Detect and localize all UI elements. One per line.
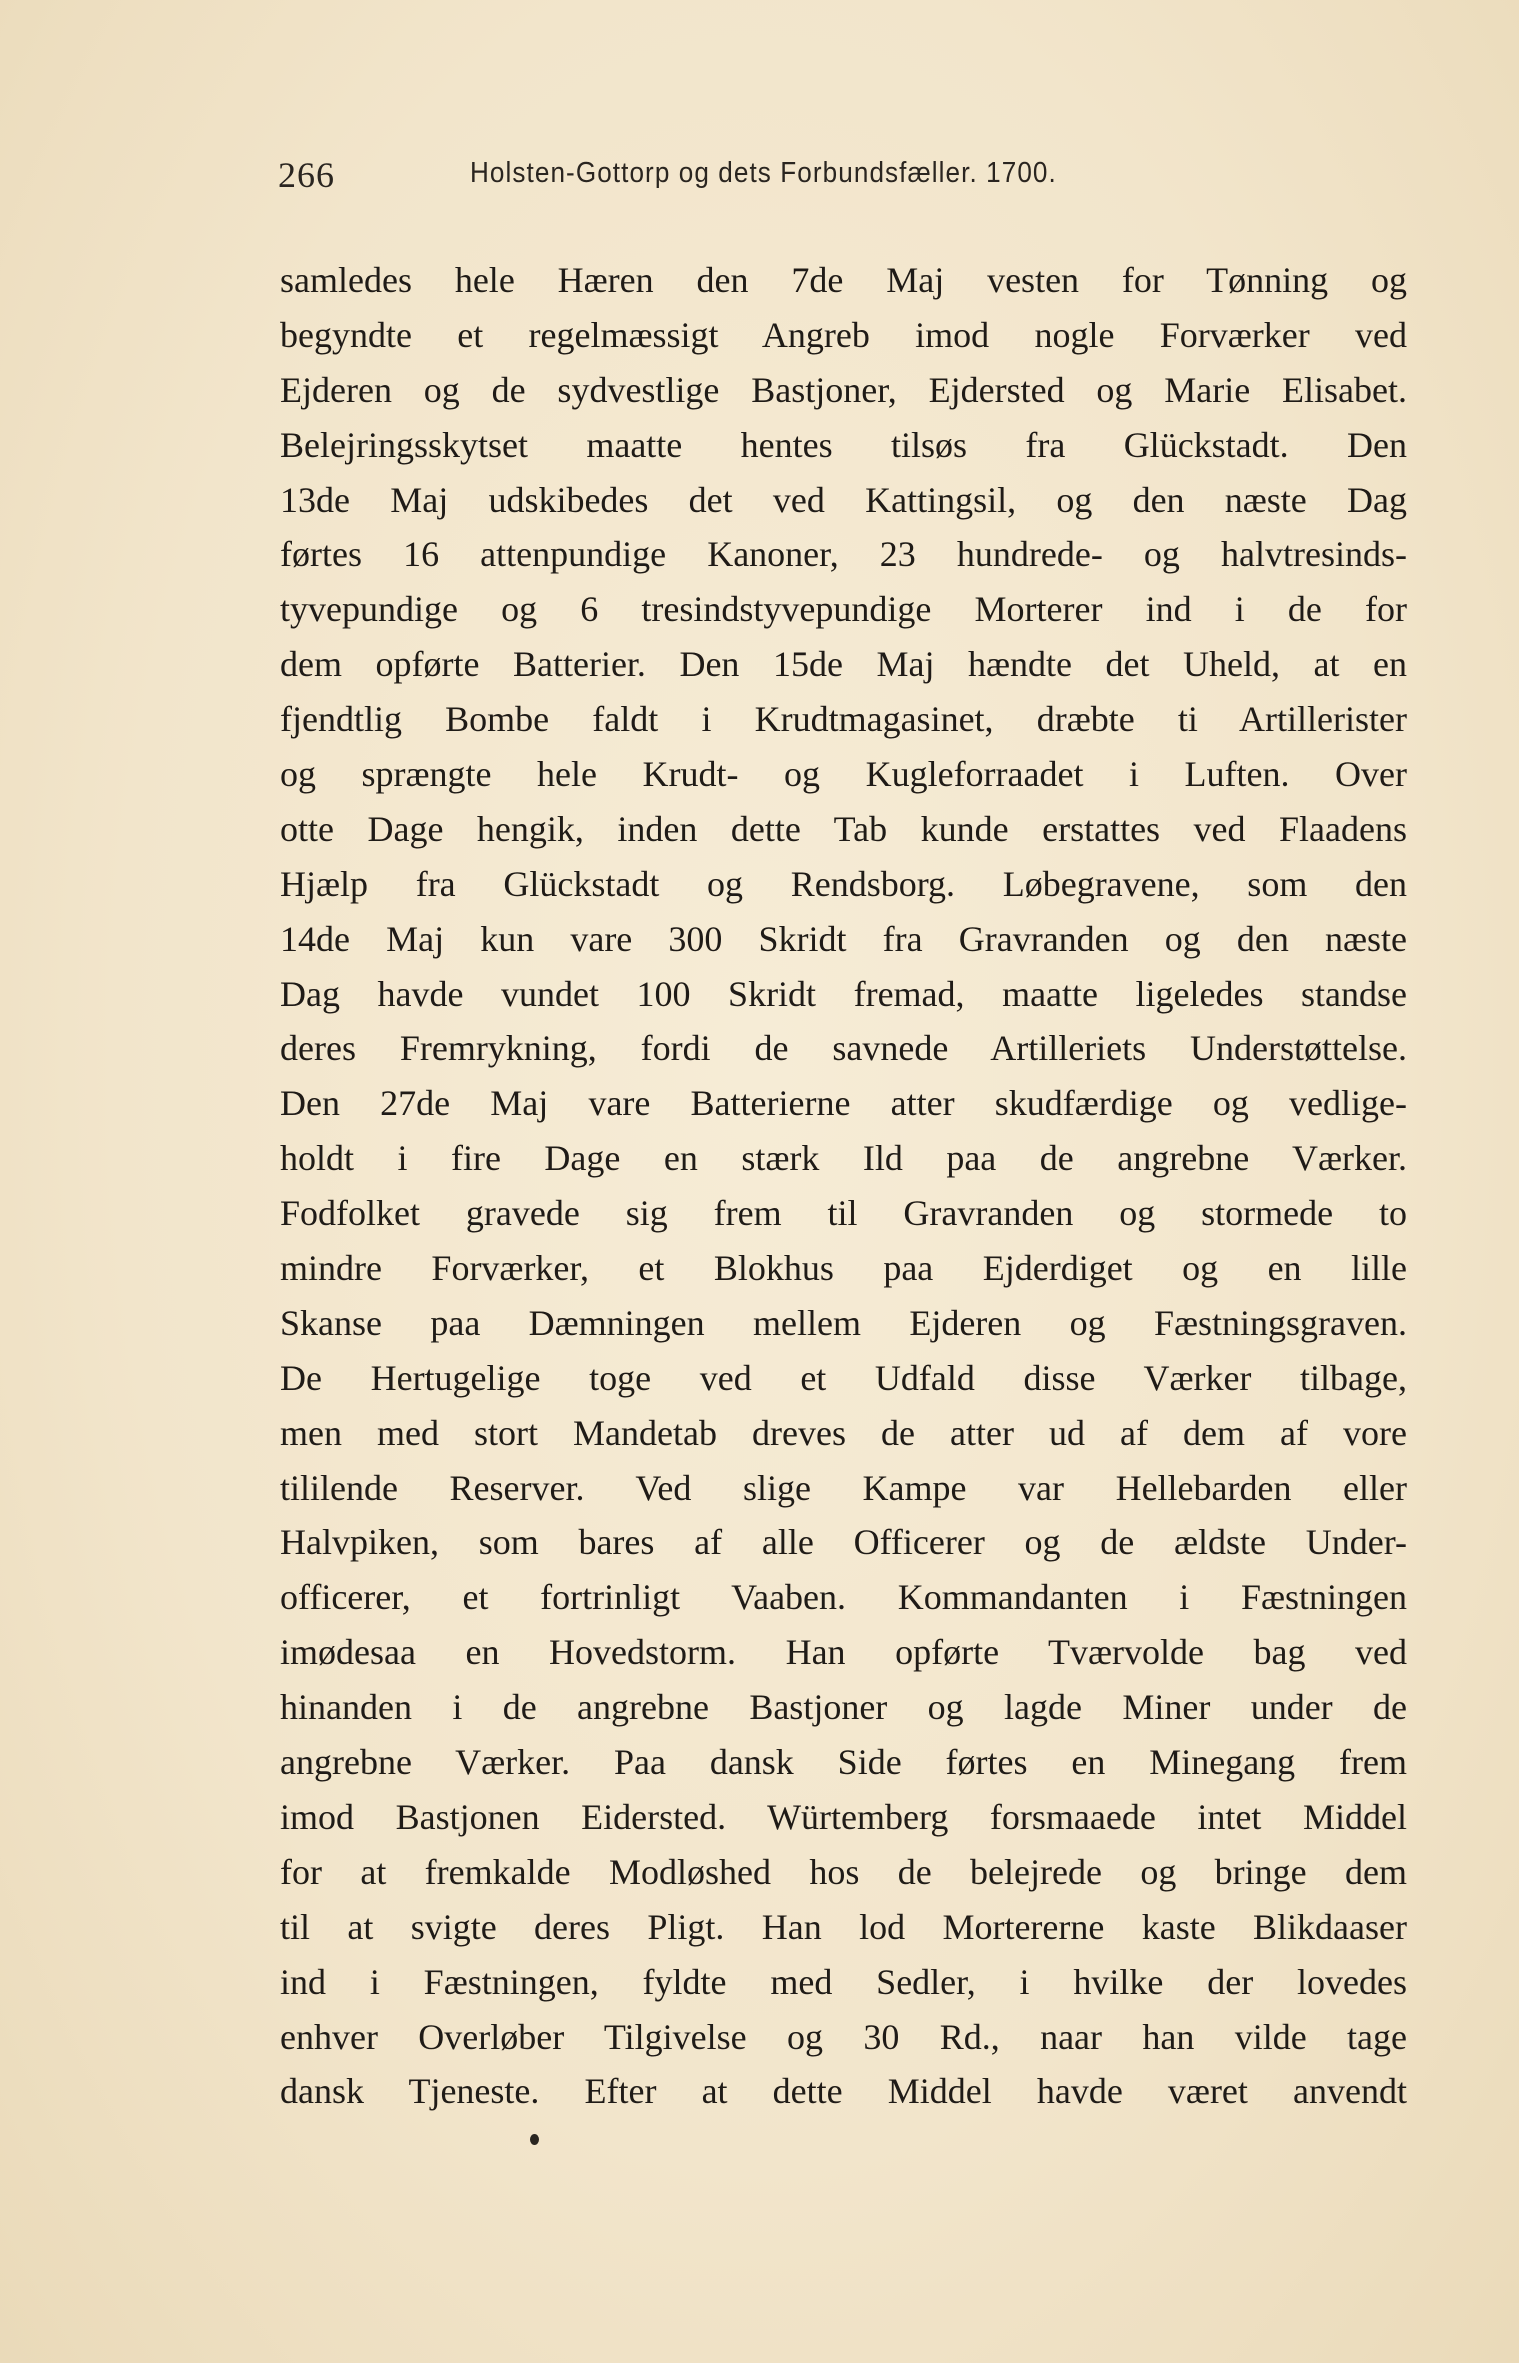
text-line: hinanden i de angrebne Bastjoner og lagde Miner under de [280,1687,1407,1728]
text-line: De Hertugelige toge ved et Udfald disse Værker tilbage, [280,1357,1407,1398]
text-line: førtes 16 attenpundige Kanoner, 23 hundrede- og halvtresinds- [280,534,1407,575]
running-head-title: Holsten-Gottorp og dets Forbundsfæller. 1700. [470,157,1057,189]
text-line: fjendtlig Bombe faldt i Krudtmagasinet, dræbte ti Artillerister [280,699,1407,740]
text-line: tililende Reserver. Ved slige Kampe var Hellebarden eller [280,1467,1407,1508]
text-line: dansk Tjeneste. Efter at dette Middel havde været anvendt [280,2071,1407,2112]
text-line: otte Dage hengik, inden dette Tab kunde erstattes ved Flaadens [280,808,1407,849]
text-line: Halvpiken, som bares af alle Officerer og de ældste Under- [280,1522,1407,1563]
text-line: Fodfolket gravede sig frem til Gravranden og stormede to [280,1193,1407,1234]
text-line: mindre Forværker, et Blokhus paa Ejderdiget og en lille [280,1248,1407,1289]
text-line: 13de Maj udskibedes det ved Kattingsil, og den næste Dag [280,479,1407,520]
text-line: holdt i fire Dage en stærk Ild paa de angrebne Værker. [280,1138,1407,1179]
text-line: enhver Overløber Tilgivelse og 30 Rd., naar han vilde tage [280,2016,1407,2057]
text-line: officerer, et fortrinligt Vaaben. Kommandanten i Fæstningen [280,1577,1407,1618]
text-line: 14de Maj kun vare 300 Skridt fra Gravranden og den næste [280,918,1407,959]
text-line: tyvepundige og 6 tresindstyvepundige Morterer ind i de for [280,589,1407,630]
running-head [278,152,1408,202]
page-number: 266 [278,155,335,195]
text-line: men med stort Mandetab dreves de atter ud af dem af vore [280,1412,1407,1453]
text-line: samledes hele Hæren den 7de Maj vesten for Tønning og [280,260,1407,300]
text-line: begyndte et regelmæssigt Angreb imod nogle Forværker ved [280,314,1407,355]
text-line: til at svigte deres Pligt. Han lod Mortererne kaste Blikdaaser [280,1906,1407,1947]
text-line: for at fremkalde Modløshed hos de belejrede og bringe dem [280,1851,1407,1892]
text-line: Ejderen og de sydvestlige Bastjoner, Ejdersted og Marie Elisabet. [280,369,1407,410]
text-line: ind i Fæstningen, fyldte med Sedler, i hvilke der lovedes [280,1961,1407,2002]
text-line: angrebne Værker. Paa dansk Side førtes en Minegang frem [280,1742,1407,1783]
text-line: Belejringsskytset maatte hentes tilsøs fra Glückstadt. Den [280,424,1407,465]
text-line: Skanse paa Dæmningen mellem Ejderen og Fæstningsgraven. [280,1302,1407,1343]
text-line: og sprængte hele Krudt- og Kugleforraadet i Luften. Over [280,754,1407,795]
text-line: imødesaa en Hovedstorm. Han opførte Tværvolde bag ved [280,1632,1407,1673]
text-line: dem opførte Batterier. Den 15de Maj hændte det Uheld, at en [280,644,1407,685]
text-line: imod Bastjonen Eidersted. Würtemberg forsmaaede intet Middel [280,1796,1407,1837]
text-line: Dag havde vundet 100 Skridt fremad, maatte ligeledes standse [280,973,1407,1014]
text-line: Hjælp fra Glückstadt og Rendsborg. Løbegravene, som den [280,863,1407,904]
ink-speck [530,2134,539,2145]
text-line: Den 27de Maj vare Batterierne atter skudfærdige og vedlige- [280,1083,1407,1124]
text-line: deres Fremrykning, fordi de savnede Artilleriets Understøttelse. [280,1028,1407,1069]
body-text [280,253,1407,2119]
